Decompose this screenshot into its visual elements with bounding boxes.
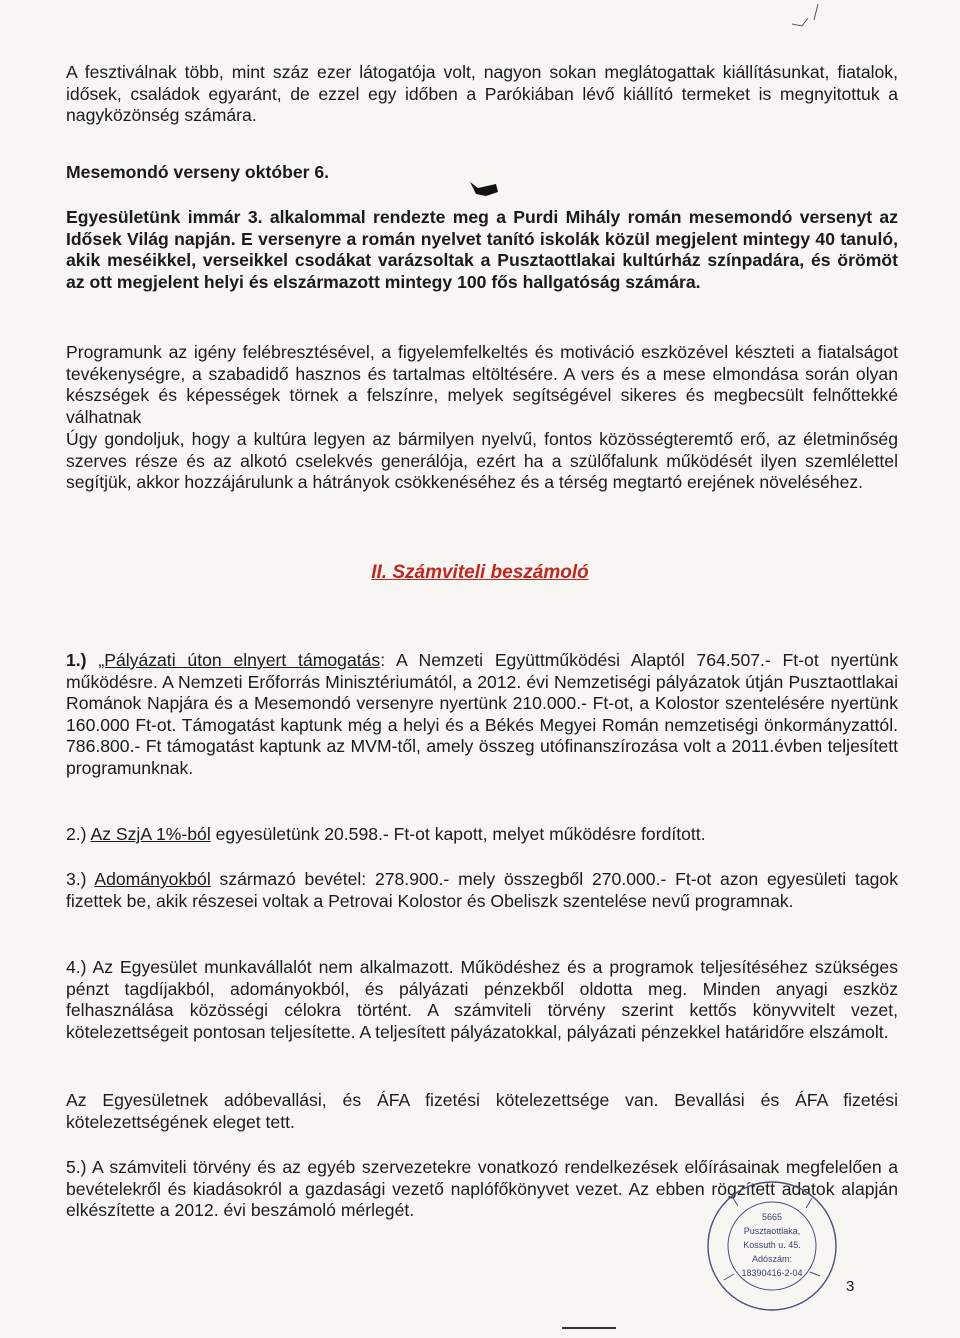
item-1-body: A Nemzeti Együttműködési Alaptól 764.507.- Ft-ot nyertünk működésre. A Nemzeti Erőforrás Minisztériumától, a 2012. évi Nemzetiségi pályázatok útján Pusztaottlakai Románok Napjára és a Mesemondó versenyre nyertünk 210.000.- Ft-ot, a Kolostor szentelésére nyertünk 160.000 Ft-ot. Támogatást kaptunk még a helyi és a Békés Megyei Román nemzetiségi önkormányzattól. 786.800.- Ft támogatást kaptunk az MVM-től, amely összeg utófinanszírozása volt a 2011.évben teljesített programunknak. <box>66 650 899 778</box>
item-1-heading: „Pályázati úton elnyert támogatás <box>98 650 381 670</box>
scan-mark-top <box>788 2 828 32</box>
paragraph-culture: Úgy gondoljuk, hogy a kultúra legyen az bármilyen nyelvű, fontos közösségteremtő erő, az életminőség szerves része és az alkotó cselekvés generálója, ezért ha a szülőfalunk működését ilyen szemlélettel segítjük, akkor hozzájárulunk a hátrányok csökkenéséhez és a térség megtartó erejének növeléséhez. <box>66 429 898 493</box>
organization-stamp <box>702 1176 842 1316</box>
item-3-number: 3.) <box>66 869 87 889</box>
page-number: 3 <box>846 1278 855 1295</box>
item-2-body: egyesületünk 20.598.- Ft-ot kapott, melyet működésre fordított. <box>210 824 706 844</box>
stamp-line-2: Pusztaottlaka, <box>743 1226 801 1236</box>
section-title: II. Számviteli beszámoló <box>371 562 589 583</box>
paragraph-tax: Az Egyesületnek adóbevallási, és ÁFA fizetési kötelezettsége van. Bevallási és ÁFA fizetési kötelezettségének eleget tett. <box>66 1090 898 1132</box>
item-1-colon: : <box>380 650 386 670</box>
paragraph-festival: A fesztiválnak több, mint száz ezer látogatója volt, nagyon sokan meglátogattak kiállításunkat, fiatalok, idősek, családok egyaránt, de ezzel egy időben a Parókiában lévő kiállító termeket is megnyitottuk a nagyközönség számára. <box>66 62 898 126</box>
ink-blot-mark <box>468 178 502 202</box>
item-2 <box>66 824 898 846</box>
item-4: 4.) Az Egyesület munkavállalót nem alkalmazott. Működéshez és a programok teljesítéséhez szükséges pénzt tagdíjakból, adományokból, és pályázati pénzekből oldotta meg. Minden anyagi eszköz felhasználása közösségi célokra történt. A számviteli törvény szerint kettős könyvvitelt vezet, kötelezettségeit pontosan teljesítette. A teljesített pályázatokkal, pályázati pénzekkel határidőre elszámolt. <box>66 957 898 1042</box>
paragraph-program: Programunk az igény felébresztésével, a figyelemfelkeltés és motiváció eszközével készteti a fiatalságot tevékenységre, a szabadidő hasznos és tartalmas eltöltésére. A vers és a mese elmondása során olyan készségek és képességek törnek a felszínre, melyek segítségével sikeres és megbecsült felnőttekké válhatnak <box>66 342 898 427</box>
item-1 <box>66 650 898 780</box>
item-1-number: 1.) <box>66 650 87 670</box>
item-5: 5.) A számviteli törvény és az egyéb szervezetekre vonatkozó rendelkezések előírásainak megfelelően a bevételekről és kiadásokról a gazdasági vezető naplófőkönyvet vezet. Az ebben rögzített adatok alapján elkészítette a 2012. évi beszámoló mérlegét. <box>66 1157 898 1221</box>
stamp-line-3: Kossuth u. 45. <box>743 1240 801 1250</box>
paragraph-contest: Egyesületünk immár 3. alkalommal rendezte meg a Purdi Mihály román mesemondó versenyt az Idősek Világ napján. E versenyre a román nyelvet tanító iskolák közül megjelent mintegy 40 tanuló, akik meséikkel, verseikkel csodákat varázsoltak a Pusztaottlakai kultúrház színpadára, és örömöt az ott megjelent helyi és elszármazott mintegy 100 fős hallgatóság számára. <box>66 207 898 292</box>
item-3-body: származó bevétel: 278.900.- mely összegből 270.000.- Ft-ot azon egyesületi tagok fizettek be, akik részesei voltak a Petrovai Kolostor és Obeliszk szentelése nevű programnak. <box>66 869 898 911</box>
item-3-heading: Adományokból <box>94 869 211 889</box>
stamp-line-4: Adószám: <box>751 1254 793 1264</box>
scan-mark-bottom <box>560 1322 620 1334</box>
stamp-line-5: 18390416-2-04 <box>741 1268 803 1278</box>
heading-storytelling-contest: Mesemondó verseny október 6. <box>66 162 330 182</box>
stamp-line-1: 5665 <box>761 1212 783 1222</box>
item-2-number: 2.) <box>66 824 87 844</box>
item-3 <box>66 869 898 912</box>
item-2-heading: Az SzjA 1%-ból <box>90 824 211 844</box>
